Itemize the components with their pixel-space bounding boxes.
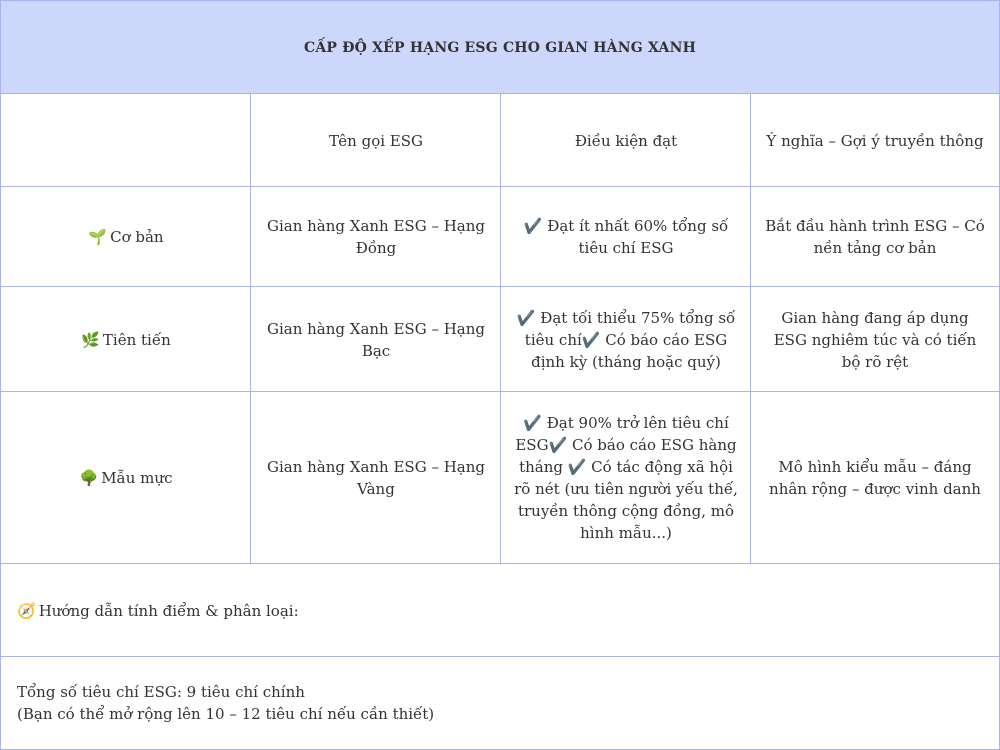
meaning-text: Mô hình kiểu mẫu – đáng nhân rộng – được vinh danh [769,458,981,498]
total-row [0,656,1000,750]
table-row-name-cell [250,286,502,393]
header-meaning-cell [750,93,1000,188]
header-empty-cell [0,93,252,188]
level-label: Tiên tiến [102,330,171,349]
esg-name: Gian hàng Xanh ESG – Hạng Bạc [266,319,486,360]
header-col1: Tên gọi ESG [329,131,423,150]
table-row-meaning-cell [750,391,1000,565]
condition-text: ✔️ Đạt tối thiểu 75% tổng số tiêu chí✔️ Có báo cáo ESG định kỳ (tháng hoặc quý) [516,308,736,371]
table-row-meaning-cell [750,286,1000,393]
table-row-name-cell [250,391,502,565]
table-row-condition-cell [500,286,752,393]
header-condition-cell [500,93,752,188]
total-line-2: (Bạn có thể mở rộng lên 10 – 12 tiêu chí nếu cần thiết) [17,705,435,723]
table-row-level-cell [0,286,252,393]
esg-name: Gian hàng Xanh ESG – Hạng Đồng [266,217,486,257]
table-row-name-cell [250,186,502,288]
meaning-text: Bắt đầu hành trình ESG – Có nền tảng cơ bản [765,217,985,257]
meaning-text: Gian hàng đang áp dụng ESG nghiêm túc và có tiến bộ rõ rệt [773,308,977,371]
table-row-condition-cell [500,186,752,288]
compass-icon: 🧭 [17,601,36,620]
header-col3: Ý nghĩa – Gợi ý truyền thông [766,131,984,150]
header-name-cell [250,93,502,188]
table-title-text: CẤP ĐỘ XẾP HẠNG ESG CHO GIAN HÀNG XANH [303,39,697,56]
table-row-condition-cell [500,391,752,565]
header-col2: Điều kiện đạt [574,131,678,150]
level-label: Cơ bản [110,228,164,246]
herb-icon: 🌿 [81,330,100,349]
condition-text: ✔️ Đạt 90% trở lên tiêu chí ESG✔️ Có báo cáo ESG hàng tháng ✔️ Có tác động xã hội rõ nét (ưu tiên người yếu thế, truyền thông cộng đồng, mô hình mẫu...) [514,414,738,542]
table-row-level-cell [0,186,252,288]
guide-label: Hướng dẫn tính điểm & phân loại: [38,601,299,620]
table-row-meaning-cell [750,186,1000,288]
guide-row [0,563,1000,658]
tree-icon: 🌳 [79,469,99,487]
condition-text: ✔️ Đạt ít nhất 60% tổng số tiêu chí ESG [523,217,729,257]
total-line-1: Tổng số tiêu chí ESG: 9 tiêu chí chính [17,683,305,701]
table-row-level-cell [0,391,252,565]
esg-name: Gian hàng Xanh ESG – Hạng Vàng [266,458,486,498]
table-title [0,0,1000,95]
seedling-icon: 🌱 [88,228,108,246]
level-label: Mẫu mực [101,469,173,487]
